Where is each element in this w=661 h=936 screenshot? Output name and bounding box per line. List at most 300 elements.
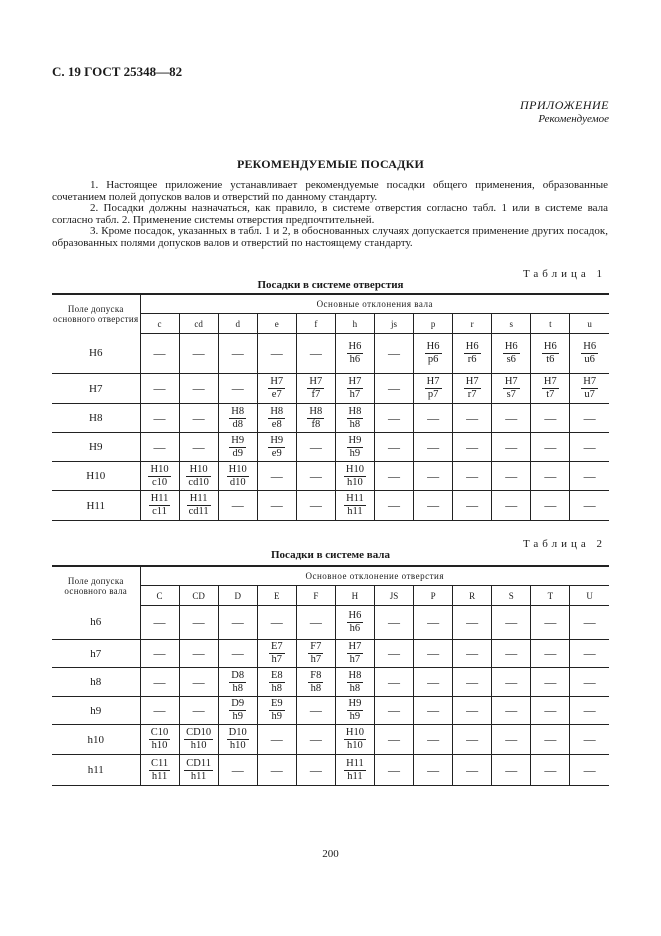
fit-numerator: E7 — [270, 641, 283, 652]
fit-numerator: H10 — [345, 727, 364, 738]
fit-numerator: C11 — [150, 757, 169, 769]
dash: — — [192, 410, 205, 425]
fit-denominator: c11 — [152, 506, 167, 517]
fit-cell — [414, 697, 453, 725]
dash: — — [466, 646, 479, 660]
fit-numerator: H7 — [348, 641, 362, 652]
fit-fraction — [581, 376, 598, 401]
fit-numerator: H8 — [270, 405, 284, 417]
dash: — — [544, 646, 557, 660]
fit-cell — [374, 491, 413, 521]
fit-cell — [414, 491, 453, 521]
dash: — — [309, 468, 322, 483]
fit-denominator: h10 — [347, 476, 363, 488]
page-number: 200 — [322, 848, 339, 860]
column-header: u — [570, 314, 609, 334]
fit-cell — [179, 374, 218, 404]
fit-cell — [335, 491, 374, 521]
fit-cell — [414, 404, 453, 433]
fit-cell — [374, 725, 413, 755]
fit-numerator: H11 — [187, 493, 211, 506]
section-heading: РЕКОМЕНДУЕМЫЕ ПОСАДКИ — [236, 157, 425, 171]
dash: — — [427, 674, 440, 689]
column-header: r — [453, 314, 492, 334]
fit-numerator: C10 — [150, 727, 169, 738]
fit-cell — [296, 697, 335, 725]
fit-fraction — [347, 406, 364, 431]
fit-fraction — [227, 464, 249, 489]
dash: — — [505, 732, 518, 746]
table-row — [52, 606, 609, 640]
fit-numerator: H6 — [583, 341, 597, 352]
fit-denominator: h9 — [232, 711, 243, 722]
fit-cell — [453, 334, 492, 374]
fit-cell — [492, 404, 531, 433]
dash: — — [153, 646, 166, 660]
table-row — [52, 462, 609, 491]
fit-fraction — [542, 341, 559, 366]
dash: — — [153, 615, 166, 629]
dash: — — [270, 762, 283, 777]
fit-cell — [296, 725, 335, 755]
fit-cell — [453, 668, 492, 697]
fit-cell — [492, 606, 531, 640]
fit-fraction — [186, 464, 210, 489]
dash: — — [505, 468, 518, 483]
fit-denominator: p6 — [427, 354, 439, 365]
fit-fraction — [268, 435, 285, 460]
fit-fraction — [347, 641, 364, 666]
fit-denominator: r6 — [467, 354, 477, 365]
fit-cell — [492, 755, 531, 786]
fit-denominator: r7 — [467, 389, 477, 400]
fit-cell — [453, 606, 492, 640]
fit-cell — [335, 404, 374, 433]
row-label: H8 — [52, 404, 140, 433]
dash: — — [466, 732, 479, 746]
column-header: P — [414, 586, 453, 606]
fit-fraction — [347, 435, 364, 460]
fit-cell — [335, 697, 374, 725]
fit-cell — [374, 755, 413, 786]
dash: — — [505, 498, 518, 512]
fit-cell — [296, 640, 335, 668]
fit-denominator: h9 — [349, 447, 361, 459]
fit-cell — [140, 491, 179, 521]
table-row — [52, 697, 609, 725]
column-header: R — [453, 586, 492, 606]
fit-cell — [335, 755, 374, 786]
fit-denominator: c10 — [151, 476, 168, 488]
fit-fraction — [307, 376, 324, 401]
fit-cell — [257, 668, 296, 697]
fit-cell — [570, 433, 609, 462]
fit-fraction — [187, 493, 211, 518]
fit-cell — [257, 725, 296, 755]
dash: — — [270, 732, 283, 746]
fit-denominator: u7 — [584, 389, 595, 400]
dash: — — [505, 439, 518, 454]
dash: — — [544, 732, 557, 746]
fit-denominator: h11 — [347, 506, 363, 517]
fit-numerator: H6 — [465, 341, 479, 352]
dash: — — [309, 615, 322, 629]
fit-cell — [218, 640, 257, 668]
dash: — — [544, 762, 557, 777]
fit-fraction — [425, 341, 442, 366]
dash: — — [388, 646, 400, 660]
fit-denominator: s6 — [506, 354, 516, 365]
fit-fraction — [464, 376, 481, 401]
fit-fraction — [344, 727, 366, 752]
fit-cell — [374, 404, 413, 433]
dash: — — [388, 439, 400, 454]
dash: — — [466, 703, 479, 717]
column-header: f — [296, 314, 335, 334]
fit-cell — [179, 640, 218, 668]
column-header: h — [335, 314, 374, 334]
dash: — — [153, 381, 166, 395]
fit-cell — [531, 433, 570, 462]
fit-cell — [414, 755, 453, 786]
fit-numerator: H10 — [228, 463, 247, 475]
dash: — — [192, 646, 205, 660]
column-header: T — [531, 586, 570, 606]
column-header: e — [257, 314, 296, 334]
dash: — — [192, 381, 205, 395]
fit-fraction — [184, 727, 213, 752]
dash: — — [231, 381, 244, 395]
fit-fraction — [268, 376, 285, 401]
fit-cell — [374, 668, 413, 697]
fit-cell — [140, 755, 179, 786]
fit-numerator: D8 — [231, 669, 245, 681]
dash: — — [153, 346, 166, 360]
dash: — — [583, 762, 596, 777]
fit-denominator: h8 — [349, 682, 361, 694]
fit-numerator: H9 — [348, 434, 362, 446]
fit-fraction — [229, 698, 246, 723]
fit-cell — [335, 668, 374, 697]
fit-fraction — [347, 698, 364, 723]
fit-numerator: H6 — [348, 610, 362, 621]
dash: — — [309, 703, 322, 717]
fit-fraction — [269, 698, 285, 723]
dash: — — [309, 439, 322, 454]
fit-cell — [492, 697, 531, 725]
fit-cell — [218, 462, 257, 491]
fit-denominator: h7 — [349, 654, 361, 665]
fit-numerator: H9 — [348, 698, 362, 709]
fit-denominator: h11 — [151, 770, 168, 782]
column-header: d — [218, 314, 257, 334]
fit-denominator: e8 — [271, 418, 282, 430]
dash: — — [427, 732, 440, 746]
fit-denominator: h9 — [271, 711, 283, 722]
fit-cell — [414, 640, 453, 668]
fit-numerator: CD10 — [186, 727, 212, 738]
fit-cell — [257, 640, 296, 668]
fit-denominator: h10 — [151, 740, 168, 751]
fit-cell — [531, 697, 570, 725]
dash: — — [309, 498, 322, 512]
fit-fraction — [227, 727, 249, 752]
fit-cell — [570, 404, 609, 433]
fit-cell — [531, 462, 570, 491]
row-label: h8 — [52, 668, 140, 697]
fit-cell — [218, 725, 257, 755]
table2 — [52, 565, 609, 786]
dash: — — [388, 762, 400, 777]
fit-cell — [374, 606, 413, 640]
fit-cell — [531, 374, 570, 404]
fit-denominator: d10 — [229, 476, 246, 488]
fit-cell — [453, 433, 492, 462]
fit-cell — [570, 334, 609, 374]
fit-numerator: D10 — [228, 727, 247, 738]
fit-cell — [218, 404, 257, 433]
fit-cell — [257, 491, 296, 521]
dash: — — [153, 674, 166, 689]
fit-fraction — [347, 610, 364, 635]
row-label: H6 — [52, 334, 140, 374]
fit-cell — [453, 374, 492, 404]
fit-cell — [179, 404, 218, 433]
dash: — — [505, 615, 518, 629]
fit-denominator: h7 — [310, 654, 322, 665]
dash: — — [270, 498, 283, 512]
fit-denominator: h8 — [271, 682, 283, 694]
fit-fraction — [229, 435, 246, 460]
fit-cell — [140, 640, 179, 668]
dash: — — [192, 674, 205, 689]
row-label: h11 — [52, 755, 140, 786]
fit-cell — [453, 755, 492, 786]
fit-cell — [179, 668, 218, 697]
fit-cell — [296, 374, 335, 404]
stub-header: Поле допуска основного вала — [52, 566, 140, 606]
fit-cell — [570, 640, 609, 668]
fit-numerator: H11 — [346, 757, 364, 769]
dash: — — [388, 381, 400, 395]
fit-cell — [374, 462, 413, 491]
dash: — — [231, 346, 244, 360]
dash: — — [583, 439, 596, 454]
fit-fraction — [269, 641, 285, 666]
page-header: С. 19 ГОСТ 25348—82 — [52, 64, 183, 79]
group-header: Основное отклонение отверстия — [140, 566, 609, 586]
fit-cell — [570, 462, 609, 491]
fit-fraction — [149, 493, 171, 518]
fit-numerator: H8 — [348, 405, 362, 417]
fit-cell — [335, 606, 374, 640]
fit-cell — [296, 755, 335, 786]
fit-cell — [570, 606, 609, 640]
dash: — — [583, 615, 596, 629]
column-header: s — [492, 314, 531, 334]
fit-cell — [531, 404, 570, 433]
fit-cell — [179, 606, 218, 640]
fit-cell — [140, 404, 179, 433]
dash: — — [192, 615, 205, 629]
fit-cell — [570, 755, 609, 786]
dash: — — [427, 410, 440, 425]
fit-cell — [414, 374, 453, 404]
fit-cell — [414, 725, 453, 755]
fit-fraction — [347, 670, 364, 695]
fit-cell — [335, 433, 374, 462]
dash: — — [192, 703, 205, 717]
fit-fraction — [308, 641, 323, 666]
fit-denominator: h10 — [347, 740, 363, 751]
table-row — [52, 404, 609, 433]
table2-caption: Посадки в системе вала — [271, 549, 390, 561]
dash: — — [544, 703, 557, 717]
fit-fraction — [149, 727, 171, 752]
fit-cell — [179, 755, 218, 786]
fit-fraction — [344, 758, 366, 783]
column-header: H — [335, 586, 374, 606]
fit-cell — [414, 433, 453, 462]
dash: — — [388, 498, 400, 512]
fit-numerator: CD11 — [186, 757, 211, 769]
column-header: js — [374, 314, 413, 334]
paragraph: 1. Настоящее приложение устанавливает рекомендуемые посадки общего применения, образованные сочетанием полей допусков валов и отверстий по данному стандарту. — [52, 179, 608, 203]
fit-denominator: h8 — [310, 682, 322, 694]
fit-denominator: h7 — [349, 389, 361, 400]
fit-numerator: H7 — [348, 376, 362, 387]
column-header: C — [140, 586, 179, 606]
fit-fraction — [229, 406, 246, 431]
fit-cell — [531, 491, 570, 521]
fit-numerator: E8 — [270, 669, 283, 681]
fit-cell — [179, 433, 218, 462]
column-header: t — [531, 314, 570, 334]
table-row — [52, 491, 609, 521]
fit-denominator: s7 — [506, 389, 516, 400]
fit-cell — [296, 334, 335, 374]
fit-cell — [492, 668, 531, 697]
fit-cell — [570, 491, 609, 521]
dash: — — [505, 674, 518, 689]
fit-cell — [257, 404, 296, 433]
dash: — — [466, 439, 479, 454]
fit-numerator: F8 — [310, 669, 322, 681]
column-header: cd — [179, 314, 218, 334]
fit-cell — [374, 334, 413, 374]
fit-numerator: H6 — [426, 341, 440, 352]
fit-cell — [140, 668, 179, 697]
dash: — — [544, 468, 557, 483]
fit-numerator: H7 — [465, 376, 479, 387]
fit-denominator: d9 — [232, 447, 243, 459]
dash: — — [466, 498, 479, 512]
dash: — — [583, 674, 596, 689]
fit-cell — [140, 433, 179, 462]
dash: — — [153, 410, 166, 425]
fit-cell — [257, 606, 296, 640]
dash: — — [466, 468, 479, 483]
dash: — — [231, 498, 244, 512]
column-header: p — [414, 314, 453, 334]
fit-cell — [257, 462, 296, 491]
column-header: D — [218, 586, 257, 606]
fit-numerator: H7 — [309, 376, 323, 387]
fit-cell — [414, 668, 453, 697]
dash: — — [505, 703, 518, 717]
fit-numerator: H11 — [150, 493, 169, 504]
fit-cell — [257, 334, 296, 374]
fit-fraction — [347, 341, 364, 366]
fit-cell — [453, 491, 492, 521]
fit-numerator: H8 — [309, 405, 323, 417]
fit-cell — [531, 334, 570, 374]
table1 — [52, 293, 609, 521]
fit-cell — [570, 374, 609, 404]
fit-cell — [140, 697, 179, 725]
table1-caption: Посадки в системе отверстия — [257, 279, 404, 291]
fit-cell — [257, 755, 296, 786]
fit-cell — [218, 433, 257, 462]
fit-denominator: h9 — [349, 711, 361, 722]
fit-cell — [218, 755, 257, 786]
dash: — — [231, 762, 244, 777]
dash: — — [388, 674, 400, 689]
fit-cell — [570, 725, 609, 755]
fit-numerator: H7 — [504, 376, 518, 387]
column-header: S — [492, 586, 531, 606]
group-header: Основные отклонения вала — [140, 294, 609, 314]
fit-cell — [140, 462, 179, 491]
fit-fraction — [268, 406, 285, 431]
fit-cell — [140, 606, 179, 640]
fit-denominator: f7 — [311, 389, 321, 400]
fit-cell — [492, 491, 531, 521]
dash: — — [583, 468, 596, 483]
fit-numerator: H11 — [346, 493, 364, 504]
dash: — — [583, 646, 596, 660]
dash: — — [388, 410, 400, 425]
fit-cell — [570, 697, 609, 725]
fit-denominator: h11 — [347, 770, 363, 782]
fit-numerator: H9 — [231, 434, 245, 446]
fit-denominator: cd11 — [188, 506, 209, 517]
fit-numerator: H7 — [543, 376, 557, 387]
fit-cell — [179, 491, 218, 521]
fit-cell — [257, 433, 296, 462]
fit-numerator: H7 — [270, 376, 284, 387]
paragraph: 2. Посадки должны назначаться, как правило, в системе отверстия согласно табл. 1 или в системе вала согласно табл. 2. Применение системы отверстия предпочтительней. — [52, 202, 608, 226]
fit-numerator: D9 — [231, 698, 245, 709]
fit-cell — [453, 462, 492, 491]
dash: — — [231, 615, 244, 629]
dash: — — [583, 410, 596, 425]
fit-numerator: H9 — [270, 434, 284, 446]
row-label: H11 — [52, 491, 140, 521]
fit-cell — [414, 334, 453, 374]
dash: — — [388, 615, 400, 629]
fit-cell — [218, 606, 257, 640]
fit-cell — [218, 491, 257, 521]
fit-denominator: u6 — [584, 354, 595, 365]
row-label: h7 — [52, 640, 140, 668]
fit-cell — [374, 697, 413, 725]
fit-cell — [492, 374, 531, 404]
dash: — — [466, 762, 479, 777]
fit-cell — [257, 697, 296, 725]
fit-cell — [296, 433, 335, 462]
fit-cell — [492, 334, 531, 374]
